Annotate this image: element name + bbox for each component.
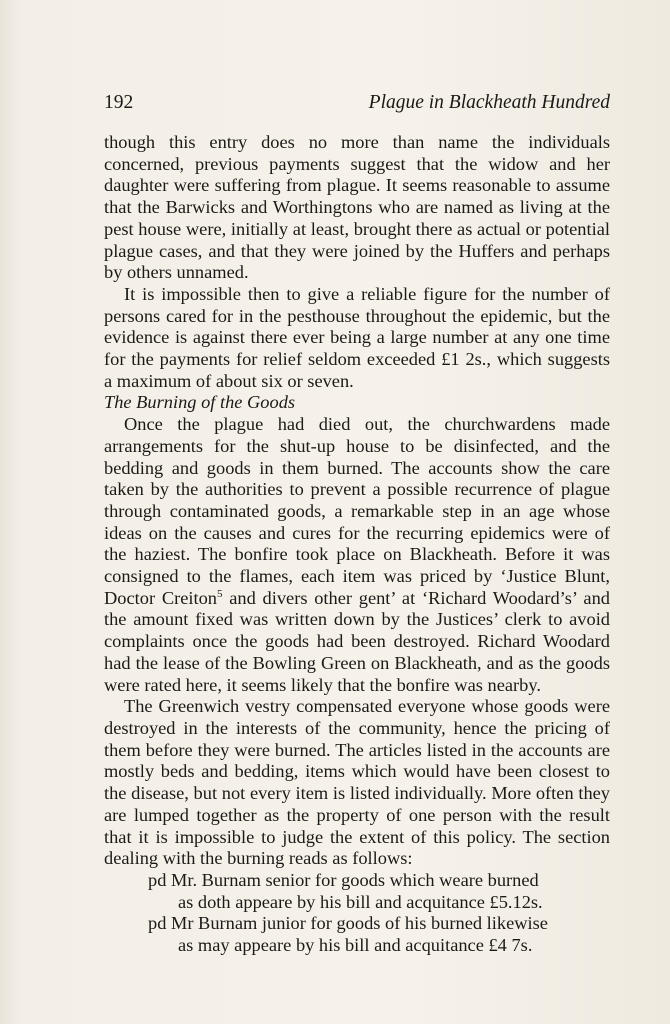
quote-line-1-continuation: as doth appeare by his bill and acquitance £5.12s. [178,891,543,912]
paragraph-4: The Greenwich vestry compensated everyone whose goods were destroyed in the interests of the community, hence the pricing of them before they were burned. The articles listed in the accounts are mostly beds and bedding, items which would have been closest to the disease, but not every item is listed individually. More often they are lumped together as the property of one person with the result that it is impossible to judge the extent of this policy. The section dealing with the burning reads as follows: [104,696,610,869]
paragraph-1: though this entry does no more than name the individuals concerned, previous payments suggest that the widow and her daughter were suffering from plague. It seems reasonable to assume that the Barwicks and Worthingtons who are named as living at the pest house were, initially at least, brought there as actual or potential plague cases, and that they were joined by the Huffers and perhaps by others unnamed. [104,132,610,283]
page-header [104,92,610,114]
body-text [104,132,610,957]
quote-line-2-continuation: as may appeare by his bill and acquitance £4 7s. [178,935,533,956]
footnote-marker: 5 [216,587,223,600]
paragraph-3 [104,414,610,696]
running-title: Plague in Blackheath Hundred [368,92,610,113]
paragraph-3-text-b: and divers other gent’ at ‘Richard Woodard’s’ and the amount fixed was written down by the Justices’ clerk to avoid complaints once the goods had been destroyed. Richard Woodard had the lease of the Bowling Green on Blackheath, and as the goods were rated here, it seems likely that the bonfire was nearby. [104,587,610,695]
quote-entry-1 [104,870,610,913]
quote-line-1: pd Mr. Burnam senior for goods which weare burned [148,869,539,890]
page-number: 192 [104,92,134,113]
paragraph-3-text-a: Once the plague had died out, the churchwardens made arrangements for the shut-up house to be disinfected, and the bedding and goods in them burned. The accounts show the care taken by the authorities to prevent a possible recurrence of plague through contaminated goods, a remarkable step in an age whose ideas on the causes and cures for the recurring epidemics were of the haziest. The bonfire took place on Blackheath. Before it was consigned to the flames, each item was priced by ‘Justice Blunt, Doctor Creiton [104,414,610,608]
section-heading: The Burning of the Goods [104,392,296,413]
paragraph-2: It is impossible then to give a reliable figure for the number of persons cared for in the pesthouse throughout the epidemic, but the evidence is against there ever being a large number at any one time for the payments for relief seldom exceeded £1 2s., which suggests a maximum of about six or seven. [104,283,610,391]
quote-entry-2 [104,913,610,956]
quote-line-2: pd Mr Burnam junior for goods of his burned likewise [148,913,548,934]
